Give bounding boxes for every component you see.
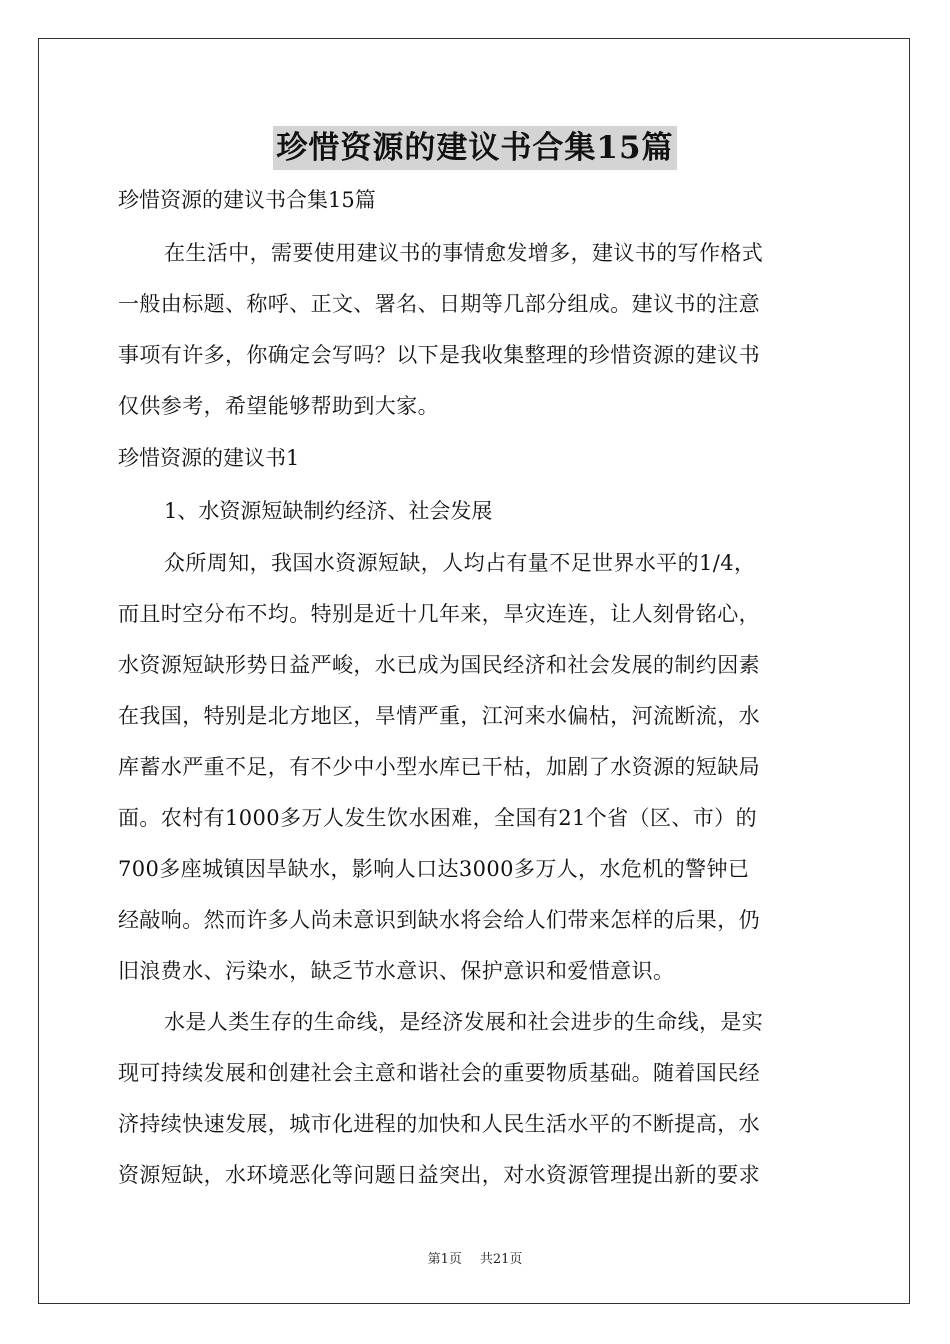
para-line: 旧浪费水、污染水，缺乏节水意识、保护意识和爱惜意识。 — [118, 959, 675, 983]
para-line: 面。农村有1000多万人发生饮水困难，全国有21个省（区、市）的 — [118, 806, 757, 830]
para-line: 现可持续发展和创建社会主意和谐社会的重要物质基础。随着国民经 — [118, 1061, 760, 1085]
intro-line: 仅供参考，希望能够帮助到大家。 — [118, 394, 439, 418]
document-subtitle: 珍惜资源的建议书合集15篇 — [118, 188, 376, 212]
para-line: 济持续快速发展，城市化进程的加快和人民生活水平的不断提高，水 — [118, 1112, 760, 1136]
paragraph-water-lifeline — [118, 997, 834, 1201]
intro-paragraph — [118, 228, 834, 432]
document-title: 珍惜资源的建议书合集15篇 — [273, 126, 676, 170]
paragraph-water-shortage — [118, 538, 834, 997]
para-line: 而且时空分布不均。特别是近十几年来，旱灾连连，让人刻骨铭心， — [118, 602, 760, 626]
section-heading: 珍惜资源的建议书1 — [118, 446, 300, 470]
subheading: 1、水资源短缺制约经济、社会发展 — [164, 499, 493, 523]
page-total: 共21页 — [479, 1252, 523, 1267]
intro-line: 事项有许多，你确定会写吗？以下是我收集整理的珍惜资源的建议书 — [118, 343, 760, 367]
para-line: 在我国，特别是北方地区，旱情严重，江河来水偏枯，河流断流，水 — [118, 704, 760, 728]
document-body — [118, 182, 834, 1201]
page-number: 第1页 — [427, 1252, 462, 1267]
page-footer — [0, 1248, 950, 1267]
para-line: 资源短缺，水环境恶化等问题日益突出，对水资源管理提出新的要求 — [118, 1163, 760, 1187]
intro-line: 一般由标题、称呼、正文、署名、日期等几部分组成。建议书的注意 — [118, 292, 760, 316]
title-container — [0, 126, 950, 170]
para-line: 众所周知，我国水资源短缺，人均占有量不足世界水平的1/4， — [164, 551, 756, 575]
para-line: 水是人类生存的生命线，是经济发展和社会进步的生命线，是实 — [164, 1010, 764, 1034]
para-line: 经敲响。然而许多人尚未意识到缺水将会给人们带来怎样的后果，仍 — [118, 908, 760, 932]
para-line: 水资源短缺形势日益严峻，水已成为国民经济和社会发展的制约因素 — [118, 653, 760, 677]
para-line: 700多座城镇因旱缺水，影响人口达3000多万人，水危机的警钟已 — [118, 857, 750, 881]
para-line: 库蓄水严重不足，有不少中小型水库已干枯，加剧了水资源的短缺局 — [118, 755, 760, 779]
intro-line: 在生活中，需要使用建议书的事情愈发增多，建议书的写作格式 — [164, 241, 764, 265]
